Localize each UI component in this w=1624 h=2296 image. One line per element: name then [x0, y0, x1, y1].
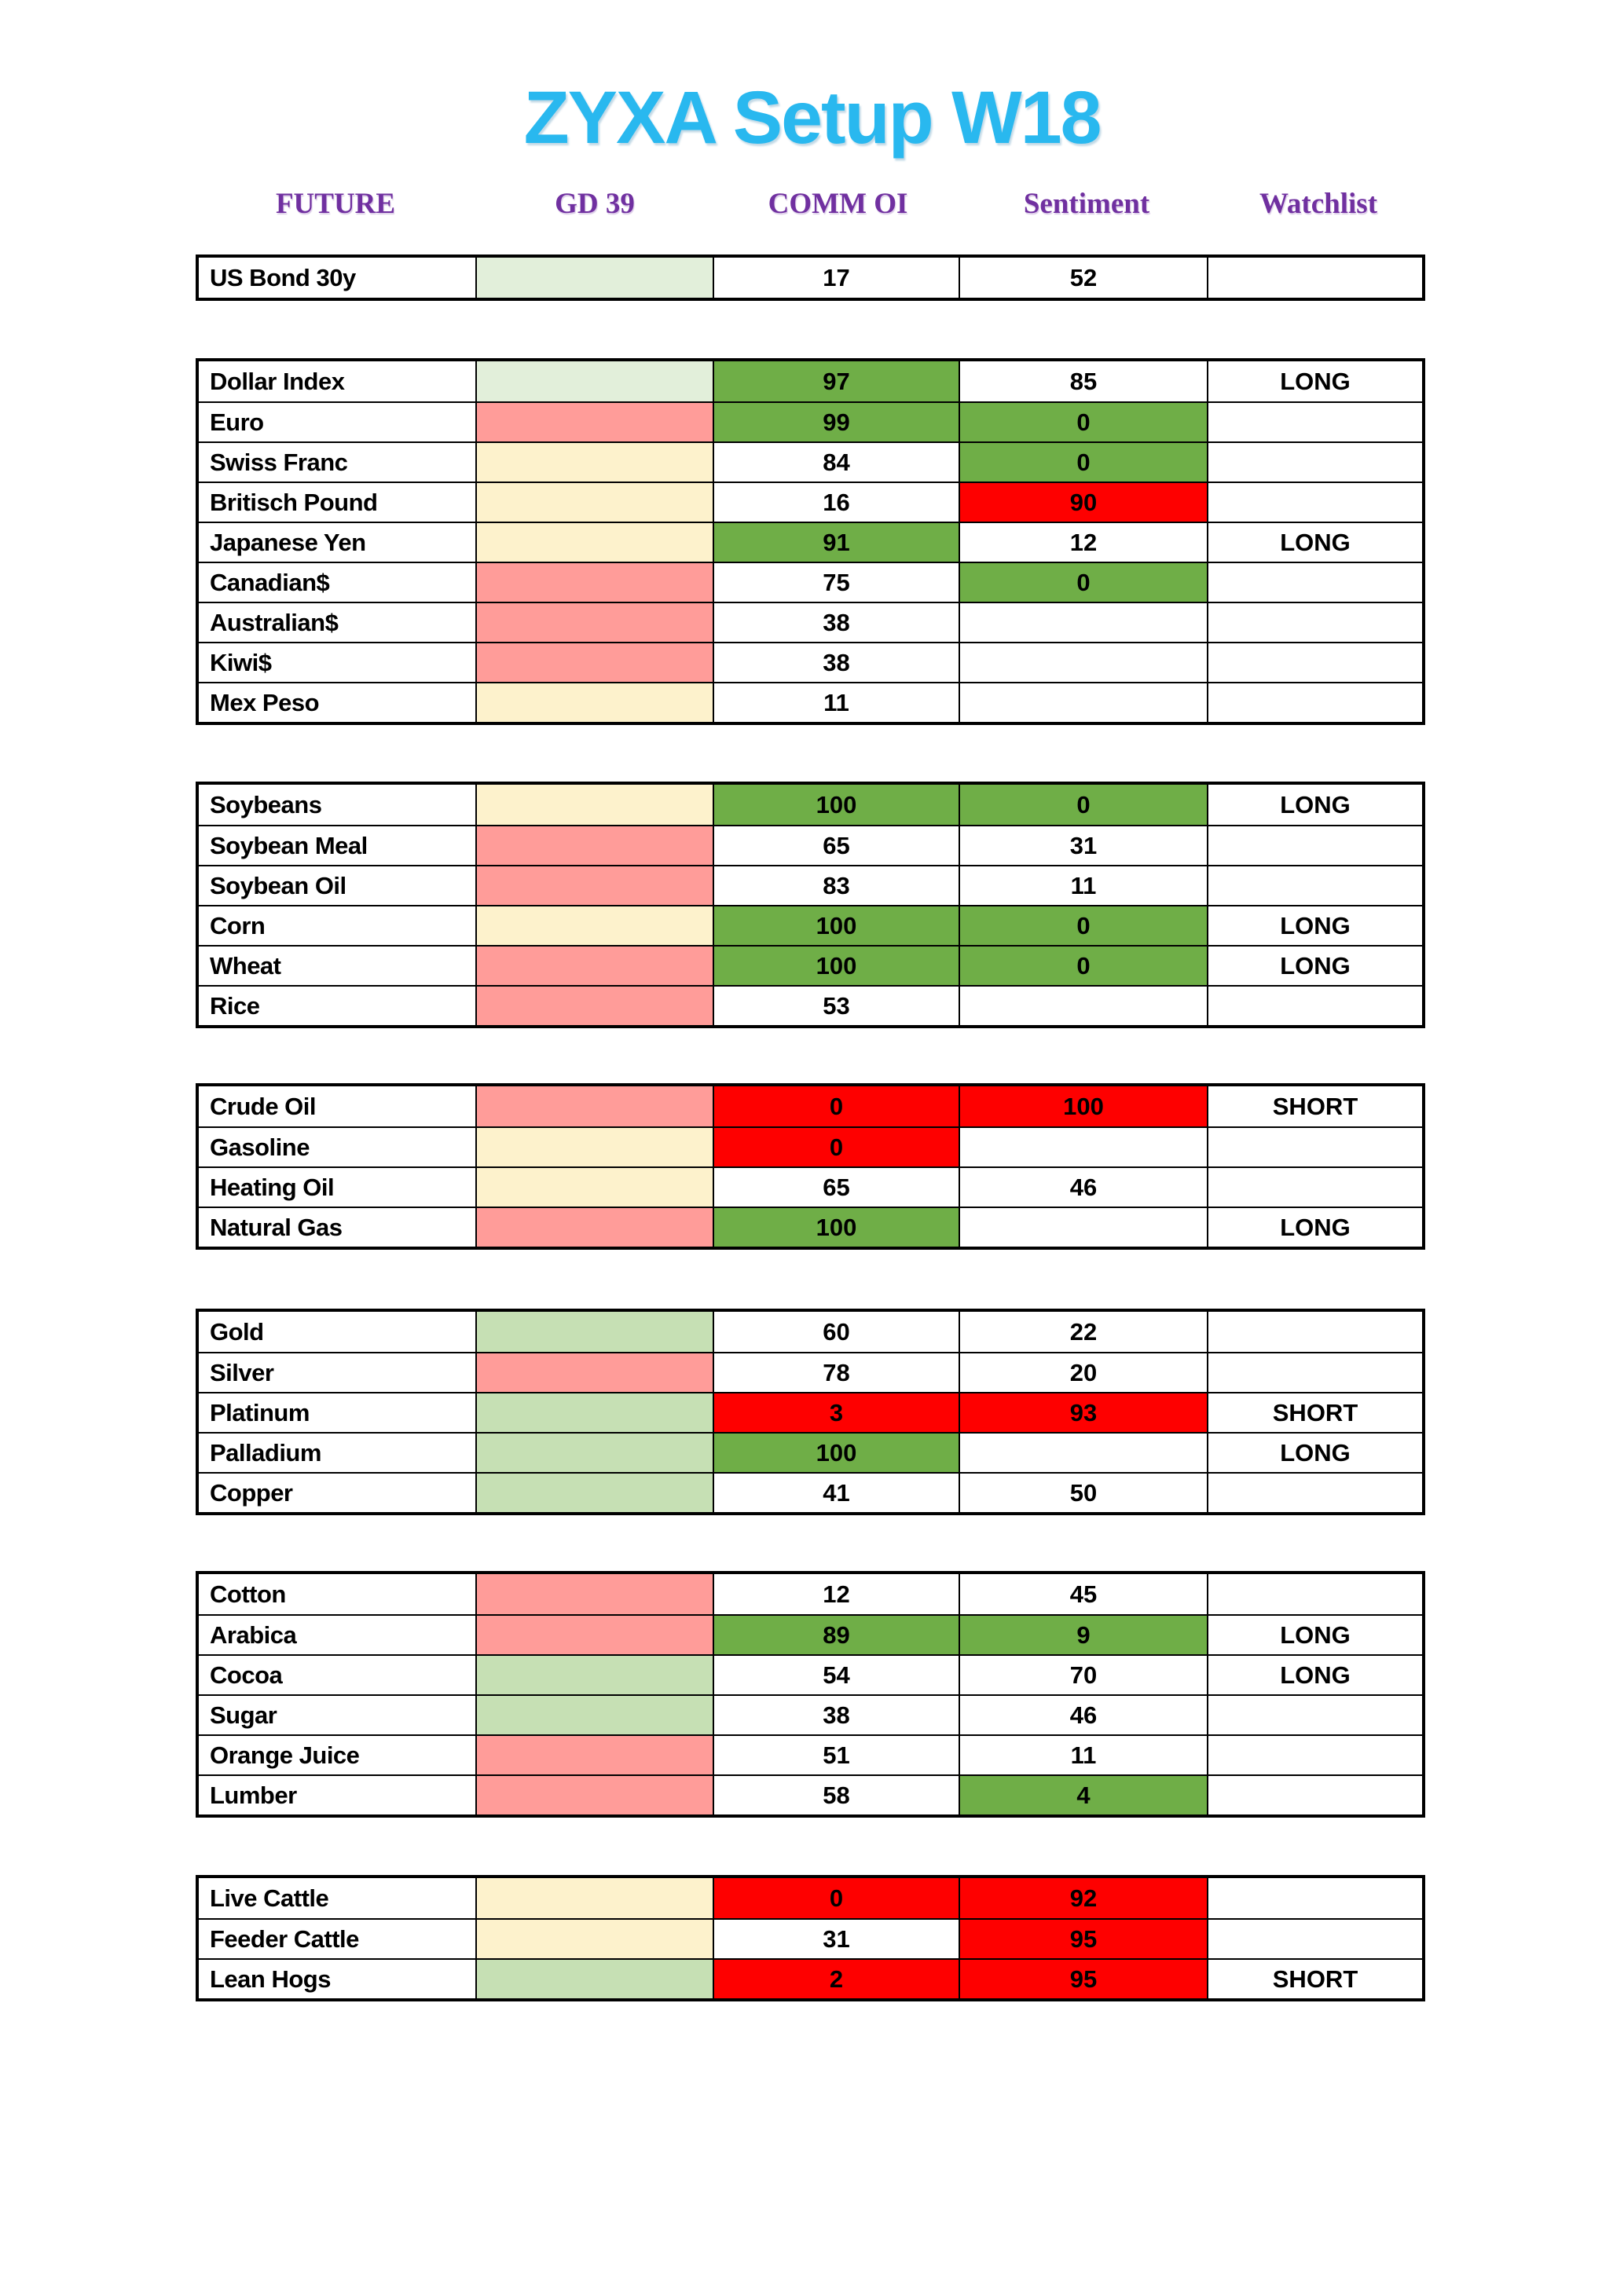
- sentiment-cell: 22: [959, 1312, 1207, 1352]
- watchlist-cell: [1207, 683, 1422, 722]
- comm-oi-cell: 38: [713, 603, 959, 642]
- watchlist-cell: LONG: [1207, 1656, 1422, 1694]
- future-cell: US Bond 30y: [199, 258, 475, 298]
- comm-oi-cell: 83: [713, 866, 959, 905]
- comm-oi-cell: 31: [713, 1920, 959, 1958]
- header-watchlist: Watchlist: [1259, 188, 1378, 220]
- gd39-cell: [475, 1878, 713, 1918]
- watchlist-cell: [1207, 866, 1422, 905]
- watchlist-cell: [1207, 403, 1422, 441]
- comm-oi-cell: 38: [713, 1696, 959, 1734]
- header-comm-oi: COMM OI: [768, 188, 908, 220]
- gd39-cell: [475, 523, 713, 562]
- gd39-cell: [475, 603, 713, 642]
- table-row: [199, 682, 1422, 722]
- gd39-cell: [475, 443, 713, 482]
- sentiment-cell: 46: [959, 1696, 1207, 1734]
- comm-oi-cell: 51: [713, 1736, 959, 1774]
- future-cell: Orange Juice: [199, 1736, 475, 1774]
- sentiment-cell: [959, 987, 1207, 1025]
- sentiment-cell: 45: [959, 1574, 1207, 1614]
- comm-oi-cell: 100: [713, 947, 959, 985]
- watchlist-cell: LONG: [1207, 1616, 1422, 1654]
- table-group-meats: [196, 1875, 1425, 2001]
- sentiment-cell: 95: [959, 1920, 1207, 1958]
- watchlist-cell: [1207, 1128, 1422, 1166]
- sentiment-cell: 0: [959, 947, 1207, 985]
- watchlist-cell: [1207, 1168, 1422, 1207]
- gd39-cell: [475, 1474, 713, 1512]
- gd39-cell: [475, 1736, 713, 1774]
- header-future: FUTURE: [275, 188, 396, 220]
- comm-oi-cell: 0: [713, 1878, 959, 1918]
- watchlist-cell: LONG: [1207, 906, 1422, 945]
- comm-oi-cell: 11: [713, 683, 959, 722]
- future-cell: Gold: [199, 1312, 475, 1352]
- future-cell: Dollar Index: [199, 361, 475, 401]
- comm-oi-cell: 0: [713, 1086, 959, 1126]
- sentiment-cell: 0: [959, 403, 1207, 441]
- comm-oi-cell: 54: [713, 1656, 959, 1694]
- table-row: [199, 1958, 1422, 1998]
- comm-oi-cell: 17: [713, 258, 959, 298]
- comm-oi-cell: 16: [713, 483, 959, 522]
- future-cell: Feeder Cattle: [199, 1920, 475, 1958]
- gd39-cell: [475, 1312, 713, 1352]
- watchlist-cell: [1207, 987, 1422, 1025]
- gd39-cell: [475, 1920, 713, 1958]
- sentiment-cell: 100: [959, 1086, 1207, 1126]
- gd39-cell: [475, 1128, 713, 1166]
- comm-oi-cell: 84: [713, 443, 959, 482]
- future-cell: Kiwi$: [199, 643, 475, 682]
- comm-oi-cell: 41: [713, 1474, 959, 1512]
- watchlist-cell: [1207, 1736, 1422, 1774]
- gd39-cell: [475, 1353, 713, 1392]
- sentiment-cell: 12: [959, 523, 1207, 562]
- watchlist-cell: [1207, 1878, 1422, 1918]
- future-cell: Palladium: [199, 1434, 475, 1472]
- watchlist-cell: LONG: [1207, 947, 1422, 985]
- table-row: [199, 562, 1422, 602]
- gd39-cell: [475, 987, 713, 1025]
- future-cell: Lumber: [199, 1776, 475, 1814]
- watchlist-cell: SHORT: [1207, 1086, 1422, 1126]
- comm-oi-cell: 53: [713, 987, 959, 1025]
- table-row: [199, 1878, 1422, 1918]
- future-cell: Britisch Pound: [199, 483, 475, 522]
- watchlist-cell: [1207, 603, 1422, 642]
- comm-oi-cell: 75: [713, 563, 959, 602]
- gd39-cell: [475, 258, 713, 298]
- table-row: [199, 602, 1422, 642]
- table-group-energy: [196, 1083, 1425, 1250]
- gd39-cell: [475, 483, 713, 522]
- future-cell: Canadian$: [199, 563, 475, 602]
- future-cell: Live Cattle: [199, 1878, 475, 1918]
- gd39-cell: [475, 866, 713, 905]
- comm-oi-cell: 38: [713, 643, 959, 682]
- watchlist-cell: [1207, 443, 1422, 482]
- sentiment-cell: 9: [959, 1616, 1207, 1654]
- page-title: ZYXA Setup W18: [523, 76, 1101, 159]
- comm-oi-cell: 2: [713, 1960, 959, 1998]
- gd39-cell: [475, 1616, 713, 1654]
- comm-oi-cell: 100: [713, 1434, 959, 1472]
- table-row: [199, 825, 1422, 865]
- table-row: [199, 985, 1422, 1025]
- gd39-cell: [475, 1776, 713, 1814]
- future-cell: Lean Hogs: [199, 1960, 475, 1998]
- watchlist-cell: LONG: [1207, 523, 1422, 562]
- gd39-cell: [475, 1393, 713, 1432]
- comm-oi-cell: 100: [713, 785, 959, 825]
- sentiment-cell: 4: [959, 1776, 1207, 1814]
- watchlist-cell: [1207, 1353, 1422, 1392]
- table-row: [199, 1392, 1422, 1432]
- sentiment-cell: 70: [959, 1656, 1207, 1694]
- table-group-grains: [196, 782, 1425, 1028]
- gd39-cell: [475, 1086, 713, 1126]
- table-row: [199, 1126, 1422, 1166]
- sentiment-cell: [959, 643, 1207, 682]
- comm-oi-cell: 12: [713, 1574, 959, 1614]
- header-sentiment: Sentiment: [1023, 188, 1150, 220]
- future-cell: Platinum: [199, 1393, 475, 1432]
- future-cell: Silver: [199, 1353, 475, 1392]
- table-row: [199, 945, 1422, 985]
- comm-oi-cell: 60: [713, 1312, 959, 1352]
- future-cell: Soybeans: [199, 785, 475, 825]
- comm-oi-cell: 3: [713, 1393, 959, 1432]
- future-cell: Arabica: [199, 1616, 475, 1654]
- watchlist-cell: [1207, 1920, 1422, 1958]
- sentiment-cell: 0: [959, 563, 1207, 602]
- gd39-cell: [475, 361, 713, 401]
- table-row: [199, 1086, 1422, 1126]
- future-cell: Sugar: [199, 1696, 475, 1734]
- table-row: [199, 785, 1422, 825]
- future-cell: Wheat: [199, 947, 475, 985]
- future-cell: Copper: [199, 1474, 475, 1512]
- future-cell: Australian$: [199, 603, 475, 642]
- table-row: [199, 1207, 1422, 1247]
- gd39-cell: [475, 906, 713, 945]
- future-cell: Heating Oil: [199, 1168, 475, 1207]
- sentiment-cell: 93: [959, 1393, 1207, 1432]
- future-cell: Corn: [199, 906, 475, 945]
- watchlist-cell: [1207, 1312, 1422, 1352]
- sentiment-cell: 95: [959, 1960, 1207, 1998]
- watchlist-cell: SHORT: [1207, 1393, 1422, 1432]
- watchlist-cell: LONG: [1207, 1434, 1422, 1472]
- column-headers: [196, 187, 1425, 221]
- future-cell: Soybean Meal: [199, 826, 475, 865]
- table-row: [199, 1694, 1422, 1734]
- table-row: [199, 1574, 1422, 1614]
- sentiment-cell: 0: [959, 443, 1207, 482]
- sentiment-cell: 85: [959, 361, 1207, 401]
- table-row: [199, 1472, 1422, 1512]
- table-group-currencies: [196, 358, 1425, 725]
- table-row: [199, 1918, 1422, 1958]
- header-gd39: GD 39: [555, 188, 635, 220]
- comm-oi-cell: 65: [713, 826, 959, 865]
- table-row: [199, 1312, 1422, 1352]
- sentiment-cell: 20: [959, 1353, 1207, 1392]
- sentiment-cell: [959, 1128, 1207, 1166]
- table-row: [199, 482, 1422, 522]
- watchlist-cell: [1207, 1474, 1422, 1512]
- sentiment-cell: 92: [959, 1878, 1207, 1918]
- comm-oi-cell: 65: [713, 1168, 959, 1207]
- gd39-cell: [475, 1574, 713, 1614]
- watchlist-cell: SHORT: [1207, 1960, 1422, 1998]
- comm-oi-cell: 100: [713, 1208, 959, 1247]
- gd39-cell: [475, 403, 713, 441]
- table-row: [199, 361, 1422, 401]
- future-cell: Cocoa: [199, 1656, 475, 1694]
- future-cell: Rice: [199, 987, 475, 1025]
- sentiment-cell: 31: [959, 826, 1207, 865]
- sentiment-cell: [959, 603, 1207, 642]
- sentiment-cell: [959, 683, 1207, 722]
- future-cell: Japanese Yen: [199, 523, 475, 562]
- table-row: [199, 401, 1422, 441]
- watchlist-cell: [1207, 483, 1422, 522]
- gd39-cell: [475, 785, 713, 825]
- sentiment-cell: [959, 1208, 1207, 1247]
- sentiment-cell: 90: [959, 483, 1207, 522]
- table-group-softs: [196, 1571, 1425, 1818]
- comm-oi-cell: 0: [713, 1128, 959, 1166]
- table-row: [199, 865, 1422, 905]
- watchlist-cell: [1207, 1574, 1422, 1614]
- watchlist-cell: LONG: [1207, 1208, 1422, 1247]
- table-row: [199, 1774, 1422, 1814]
- watchlist-cell: [1207, 1776, 1422, 1814]
- comm-oi-cell: 91: [713, 523, 959, 562]
- gd39-cell: [475, 1208, 713, 1247]
- comm-oi-cell: 78: [713, 1353, 959, 1392]
- future-cell: Cotton: [199, 1574, 475, 1614]
- gd39-cell: [475, 563, 713, 602]
- gd39-cell: [475, 683, 713, 722]
- gd39-cell: [475, 1168, 713, 1207]
- table-row: [199, 1352, 1422, 1392]
- table-row: [199, 1432, 1422, 1472]
- table-row: [199, 1734, 1422, 1774]
- watchlist-cell: LONG: [1207, 785, 1422, 825]
- table-row: [199, 441, 1422, 482]
- comm-oi-cell: 97: [713, 361, 959, 401]
- gd39-cell: [475, 643, 713, 682]
- table-group-metals: [196, 1309, 1425, 1515]
- gd39-cell: [475, 1960, 713, 1998]
- watchlist-cell: [1207, 258, 1422, 298]
- watchlist-cell: [1207, 826, 1422, 865]
- table-row: [199, 258, 1422, 298]
- table-row: [199, 905, 1422, 945]
- table-row: [199, 522, 1422, 562]
- comm-oi-cell: 99: [713, 403, 959, 441]
- comm-oi-cell: 58: [713, 1776, 959, 1814]
- sentiment-cell: 46: [959, 1168, 1207, 1207]
- future-cell: Soybean Oil: [199, 866, 475, 905]
- gd39-cell: [475, 1434, 713, 1472]
- sentiment-cell: 11: [959, 1736, 1207, 1774]
- table-row: [199, 1654, 1422, 1694]
- sentiment-cell: 50: [959, 1474, 1207, 1512]
- watchlist-cell: [1207, 643, 1422, 682]
- table-group-bonds: [196, 255, 1425, 301]
- sentiment-cell: 11: [959, 866, 1207, 905]
- watchlist-cell: LONG: [1207, 361, 1422, 401]
- table-row: [199, 642, 1422, 682]
- gd39-cell: [475, 826, 713, 865]
- gd39-cell: [475, 1696, 713, 1734]
- table-row: [199, 1614, 1422, 1654]
- sentiment-cell: [959, 1434, 1207, 1472]
- watchlist-cell: [1207, 1696, 1422, 1734]
- comm-oi-cell: 100: [713, 906, 959, 945]
- comm-oi-cell: 89: [713, 1616, 959, 1654]
- gd39-cell: [475, 1656, 713, 1694]
- future-cell: Gasoline: [199, 1128, 475, 1166]
- future-cell: Natural Gas: [199, 1208, 475, 1247]
- future-cell: Euro: [199, 403, 475, 441]
- watchlist-cell: [1207, 563, 1422, 602]
- sentiment-cell: 0: [959, 906, 1207, 945]
- future-cell: Mex Peso: [199, 683, 475, 722]
- gd39-cell: [475, 947, 713, 985]
- table-row: [199, 1166, 1422, 1207]
- sentiment-cell: 52: [959, 258, 1207, 298]
- sentiment-cell: 0: [959, 785, 1207, 825]
- future-cell: Swiss Franc: [199, 443, 475, 482]
- future-cell: Crude Oil: [199, 1086, 475, 1126]
